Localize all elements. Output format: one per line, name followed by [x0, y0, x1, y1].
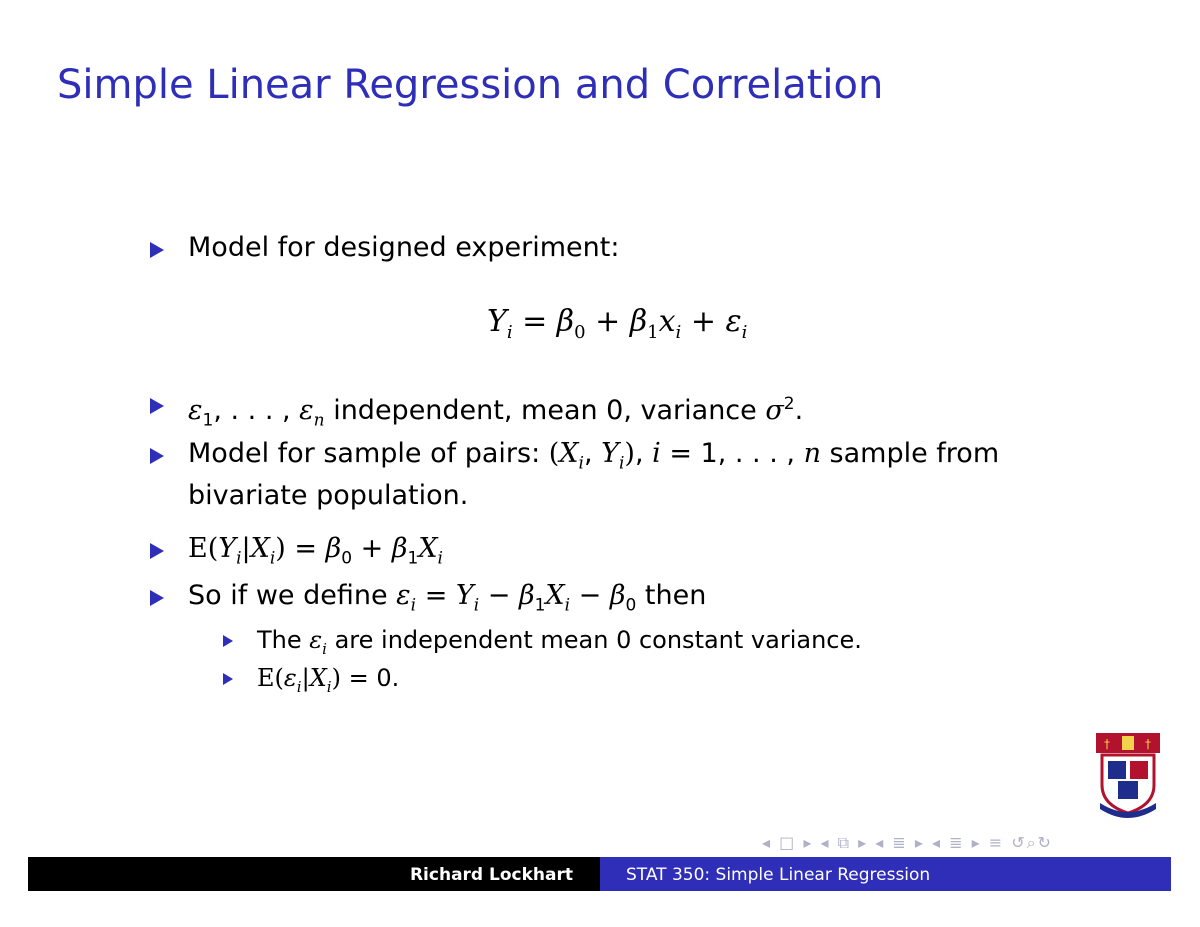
bullet-text: Model for designed experiment:: [188, 232, 620, 263]
sub-bullet-triangle-icon: [223, 635, 233, 647]
university-crest-logo: [1096, 733, 1160, 821]
footer-course-box: [600, 857, 1171, 891]
slide-title: Simple Linear Regression and Correlation: [57, 62, 884, 108]
bullet-triangle-icon: [150, 448, 164, 464]
nav-prev-frame-icon[interactable]: ◂ □ ▸: [762, 833, 814, 852]
bullet-triangle-icon: [150, 590, 164, 606]
sub-bullet-text: The $\varepsilon_i$ are independent mean 0 constant variance.: [257, 626, 862, 658]
bullet-text: Model for sample of pairs: ($X_i$, $Y_i$), i = 1, . . . , n sample from: [188, 438, 1000, 474]
nav-search-icon[interactable]: ↺⌕↻: [1011, 833, 1053, 852]
beamer-navigation-bar[interactable]: [762, 833, 1053, 853]
footer-author: Richard Lockhart: [409, 865, 573, 885]
bullet-text: $E(Y_i|X_i) = \beta_0 + \beta_1X_i$: [188, 533, 443, 569]
nav-section-icon-2[interactable]: ◂ ≣ ▸: [931, 833, 982, 852]
footer-author-box: [28, 857, 600, 891]
nav-align-icon[interactable]: ≡: [988, 833, 1005, 852]
bullet-triangle-icon: [150, 242, 164, 258]
svg-text:†: †: [1145, 737, 1151, 751]
regression-equation: $Y_i = \beta_0 + \beta_1x_i + \varepsilon_i$: [487, 304, 748, 343]
footer-course: STAT 350: Simple Linear Regression: [626, 865, 931, 885]
bullet-triangle-icon: [150, 398, 164, 414]
svg-text:†: †: [1104, 737, 1110, 751]
nav-section-icon[interactable]: ◂ ⧉ ▸: [820, 833, 869, 852]
bullet-triangle-icon: [150, 543, 164, 559]
bullet-text-continued: bivariate population.: [188, 480, 469, 511]
nav-subsection-icon[interactable]: ◂ ≣ ▸: [875, 833, 925, 852]
sub-bullet-text: $E(\varepsilon_i|X_i) = 0$.: [257, 664, 400, 696]
bullet-text: $\varepsilon_1$, . . . , $\varepsilon_n$ independent, mean 0, variance $\sigma^2$.: [188, 394, 804, 431]
slide-footer: [28, 857, 1171, 891]
sub-bullet-triangle-icon: [223, 673, 233, 685]
bullet-text: So if we define $\varepsilon_i = Y_i - \beta_1X_i - \beta_0$ then: [188, 580, 707, 616]
